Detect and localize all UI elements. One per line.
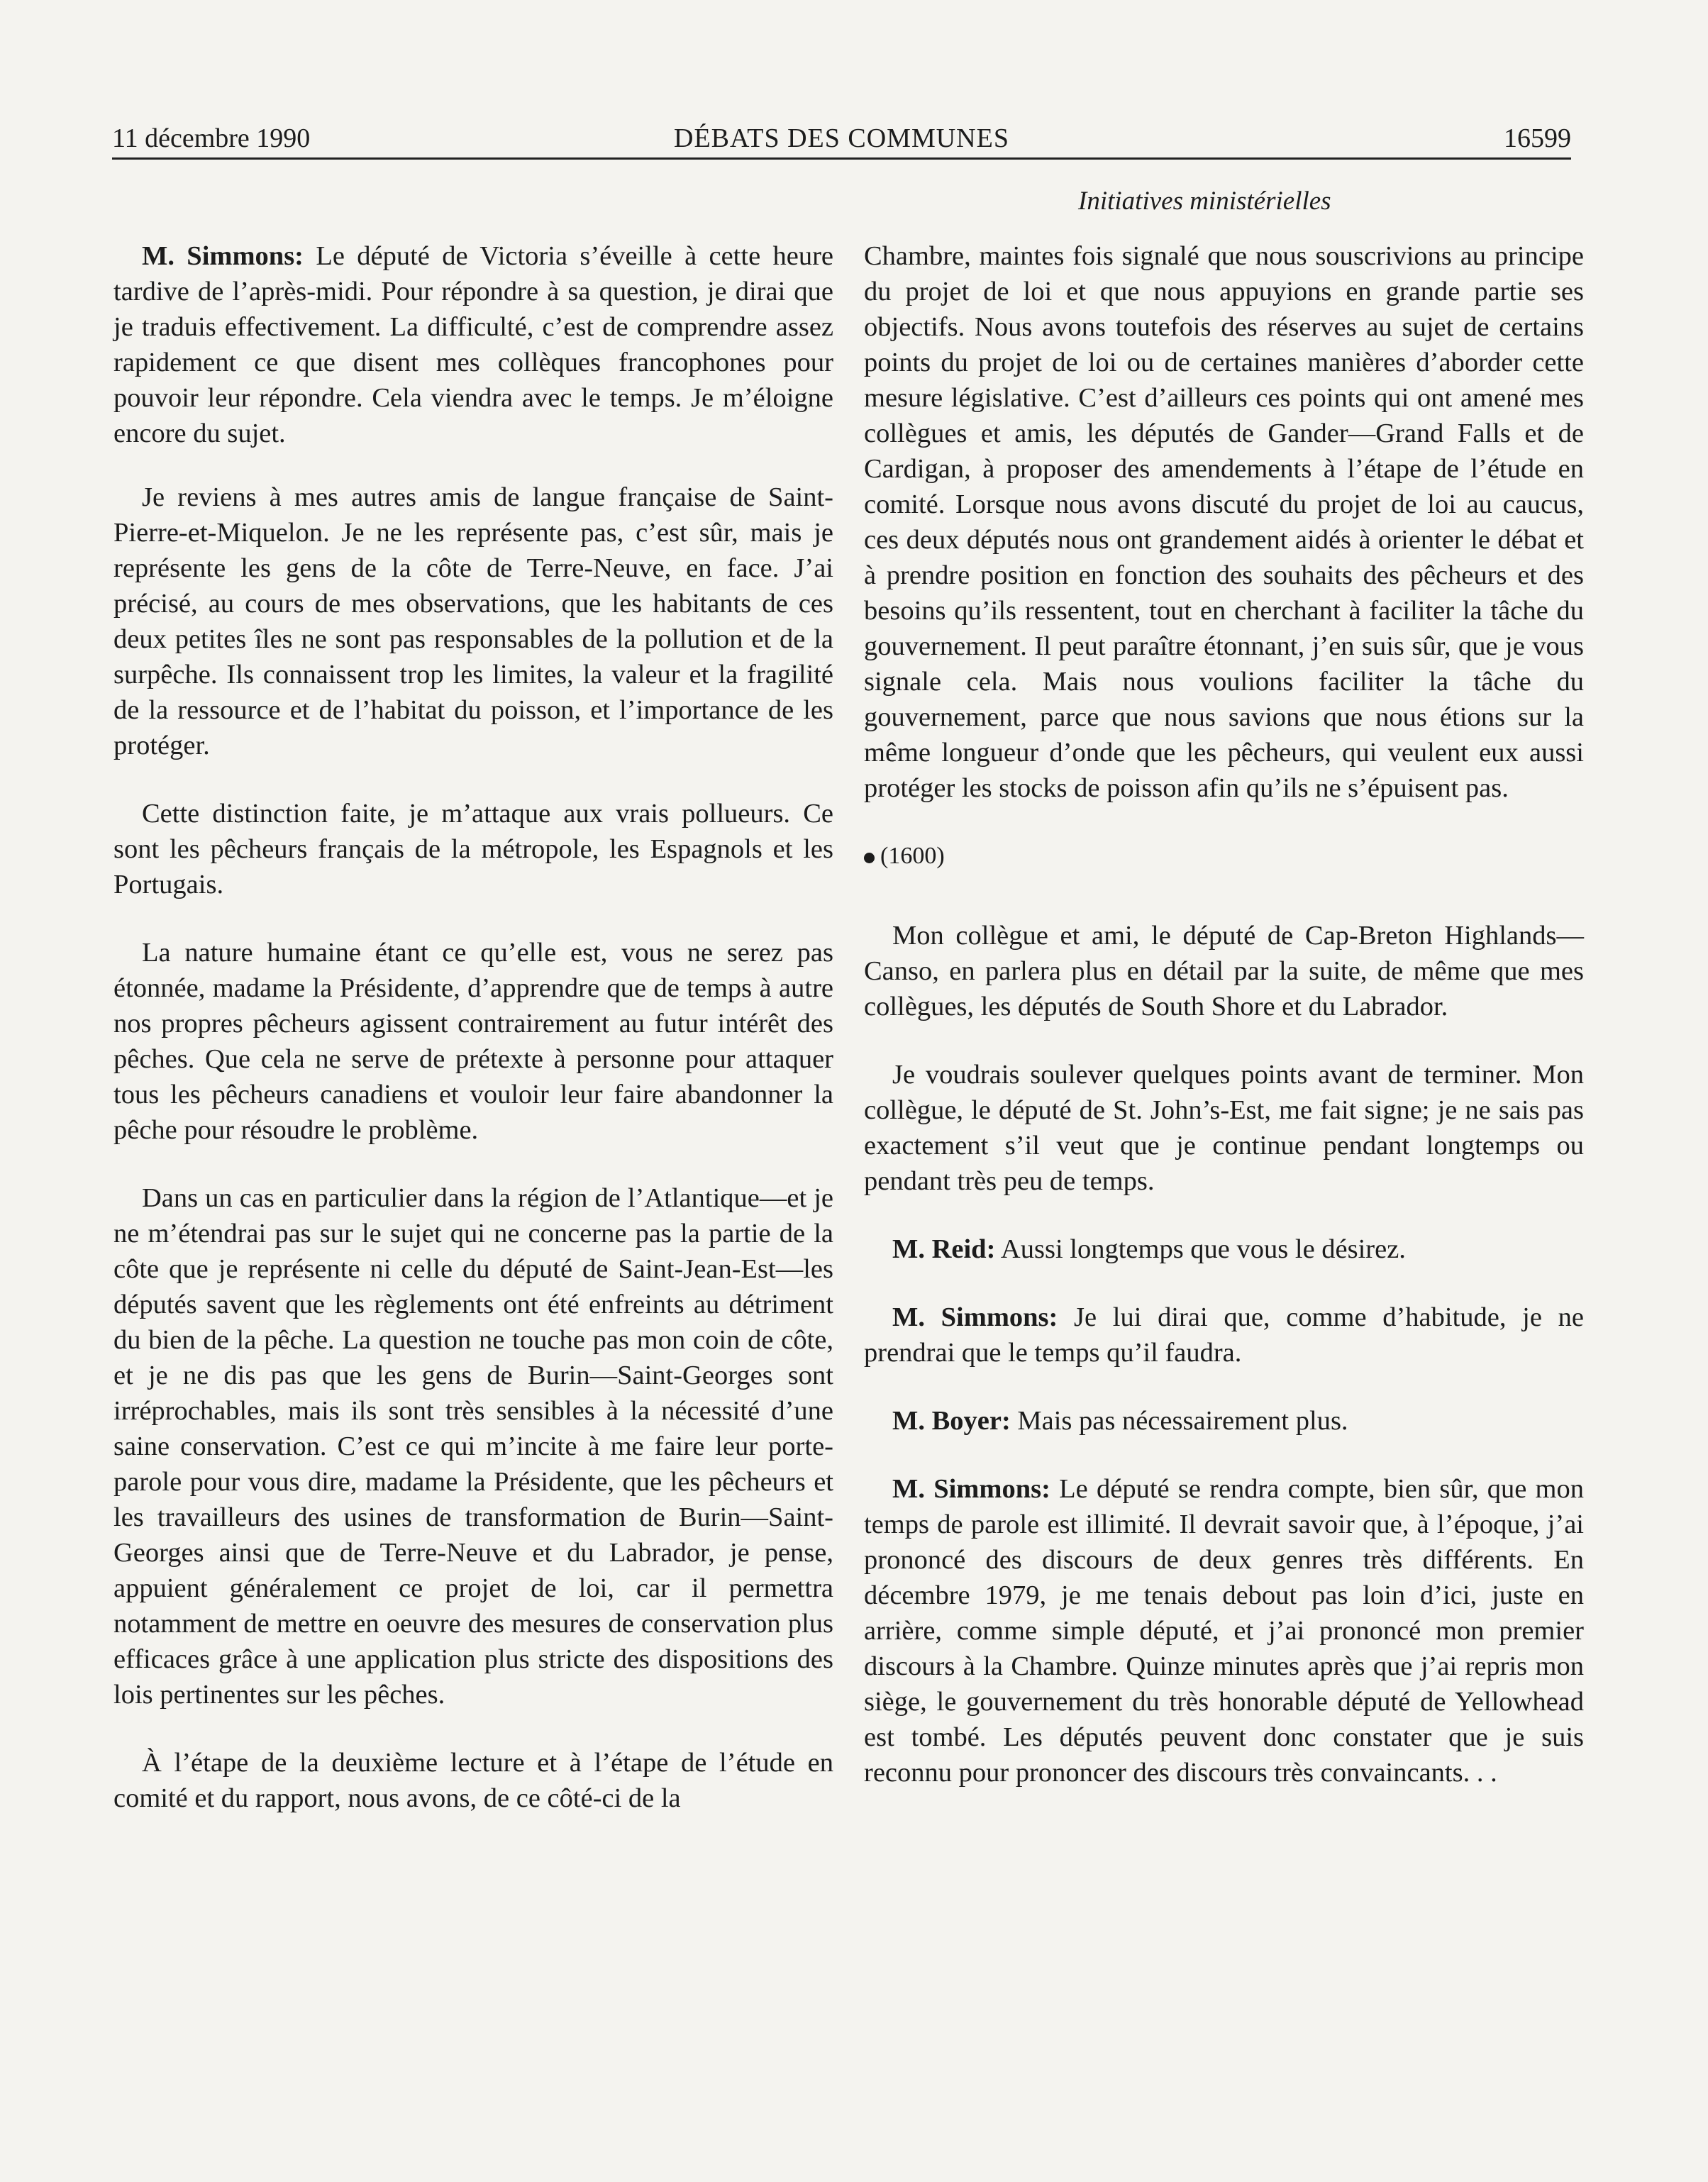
paragraph [864,1403,1584,1439]
speaker-name: M. Simmons: [892,1474,1050,1504]
paragraph: Cette distinction faite, je m’attaque aux vrais pollueurs. Ce sont les pêcheurs français de la métropole, les Espagnols et les Portugais. [113,799,833,899]
speech-text: Je lui dirai que, comme d’habitude, je ne prendrai que le temps qu’il faudra. [864,1302,1584,1368]
paragraph: Chambre, maintes fois signalé que nous souscrivions au principe du projet de loi et que nous appuyions en grande partie ses objectifs. Nous avons toutefois des réserves au sujet de certains points du projet de loi ou de certaines manières d’aborder cette mesure législative. C’est d’ailleurs ces points qui ont amené mes collègues et amis, les députés de Gander—Grand Falls et de Cardigan, à proposer des amendements à l’étape de l’étude en comité. Lorsque nous avons discuté du projet de loi au caucus, ces deux députés nous ont grandement aidés à orienter le débat et à prendre position en fonction des souhaits des pêcheurs et des besoins qu’ils ressentent, tout en cherchant à faciliter la tâche du gouvernement. Il peut paraître étonnant, j’en suis sûr, que je vous signale cela. Mais nous voulions faciliter la tâche du gouvernement, parce que nous savions que nous étions sur la même longueur d’onde que les pêcheurs, qui veulent eux aussi protéger les stocks de poisson afin qu’ils ne s’épuisent pas. [864,241,1584,803]
paragraph: Mon collègue et ami, le député de Cap-Breton Highlands—Canso, en parlera plus en détail par la suite, de même que mes collègues, les députés de South Shore et du Labrador. [864,921,1584,1021]
paragraph: Dans un cas en particulier dans la région de l’Atlantique—et je ne m’étendrai pas sur le sujet qui ne concerne pas la partie de la côte que je représente ni celle du député de Saint-Jean-Est—les députés savent que les règlements ont été enfreints au détriment du bien de la pêche. La question ne touche pas mon coin de côte, et je ne dis pas que les gens de Burin—Saint-Georges sont irréprochables, mais ils sont très sensibles à la nécessité d’une saine conservation. C’est ce qui m’incite à me faire leur porte-parole pour vous dire, madame la Présidente, que les pêcheurs et les travailleurs des usines de transformation de Burin—Saint-Georges ainsi que de Terre-Neuve et du Labrador, je pense, appuient généralement ce projet de loi, car il permettra notamment de mettre en oeuvre des mesures de conservation plus efficaces grâce à une application plus stricte des dispositions des lois pertinentes sur les pêches. [113,1183,833,1710]
paragraph [864,1300,1584,1370]
header-title: DÉBATS DES COMMUNES [674,123,1009,153]
page-number: 16599 [1504,123,1571,153]
paragraph [864,1231,1584,1267]
time-marker [864,838,1584,874]
section-label: Initiatives ministérielles [1078,187,1331,216]
speech-text: Le député de Victoria s’éveille à cette heure tardive de l’après-midi. Pour répondre à sa question, je dirai que je traduis effectivement. La difficulté, c’est de comprendre assez rapidement ce que disent mes collèques francophones pour pouvoir leur répondre. Cela viendra avec le temps. Je m’éloigne encore du sujet. [113,241,833,448]
speech-text: Mais pas nécessairement plus. [1010,1406,1348,1436]
header-rule [112,157,1571,160]
speaker-name: M. Boyer: [892,1406,1011,1436]
paragraph: À l’étape de la deuxième lecture et à l’étape de l’étude en comité et du rapport, nous avons, de ce côté-ci de la [113,1748,833,1813]
paragraph: Je reviens à mes autres amis de langue française de Saint-Pierre-et-Miquelon. Je ne les représente pas, c’est sûr, mais je représente les gens de la côte de Terre-Neuve, en face. J’ai précisé, au cours de mes observations, que les habitants de ces deux petites îles ne sont pas responsables de la pollution et de la surpêche. Ils connaissent trop les limites, la valeur et la fragilité de la ressource et de l’habitat du poisson, et l’importance de les protéger. [113,482,833,760]
speaker-name: M. Simmons: [892,1302,1058,1332]
header-date: 11 décembre 1990 [112,123,311,153]
paragraph [864,1471,1584,1790]
page-header [112,117,1571,160]
paragraph [113,238,833,451]
speech-text: Le député se rendra compte, bien sûr, que mon temps de parole est illimité. Il devrait savoir que, à l’époque, j’ai prononcé des discours de deux genres très différents. En décembre 1979, je me tenais debout pas loin d’ici, juste en arrière, comme simple député, et j’ai prononcé mon premier discours à la Chambre. Quinze minutes après que j’ai repris mon siège, le gouvernement du très honorable député de Yellowhead est tombé. Les députés peuvent donc constater que je suis reconnu pour prononcer des discours très convaincants. . . [864,1474,1584,1788]
bullet-icon [864,853,875,863]
speaker-name: M. Simmons: [142,241,304,271]
left-column [113,238,833,1849]
right-column [864,238,1584,1823]
speaker-name: M. Reid: [892,1234,996,1264]
speech-text: Aussi longtemps que vous le désirez. [995,1234,1406,1264]
paragraph: Je voudrais soulever quelques points avant de terminer. Mon collègue, le député de St. John’s-Est, me fait signe; je ne sais pas exactement s’il veut que je continue pendant longtemps ou pendant très peu de temps. [864,1060,1584,1196]
paragraph: La nature humaine étant ce qu’elle est, vous ne serez pas étonnée, madame la Présidente, d’apprendre que de temps à autre nos propres pêcheurs agissent contrairement au futur intérêt des pêches. Que cela ne serve de prétexte à personne pour attaquer tous les pêcheurs canadiens et vouloir leur faire abandonner la pêche pour résoudre le problème. [113,938,833,1145]
time-marker-text: (1600) [880,843,945,869]
